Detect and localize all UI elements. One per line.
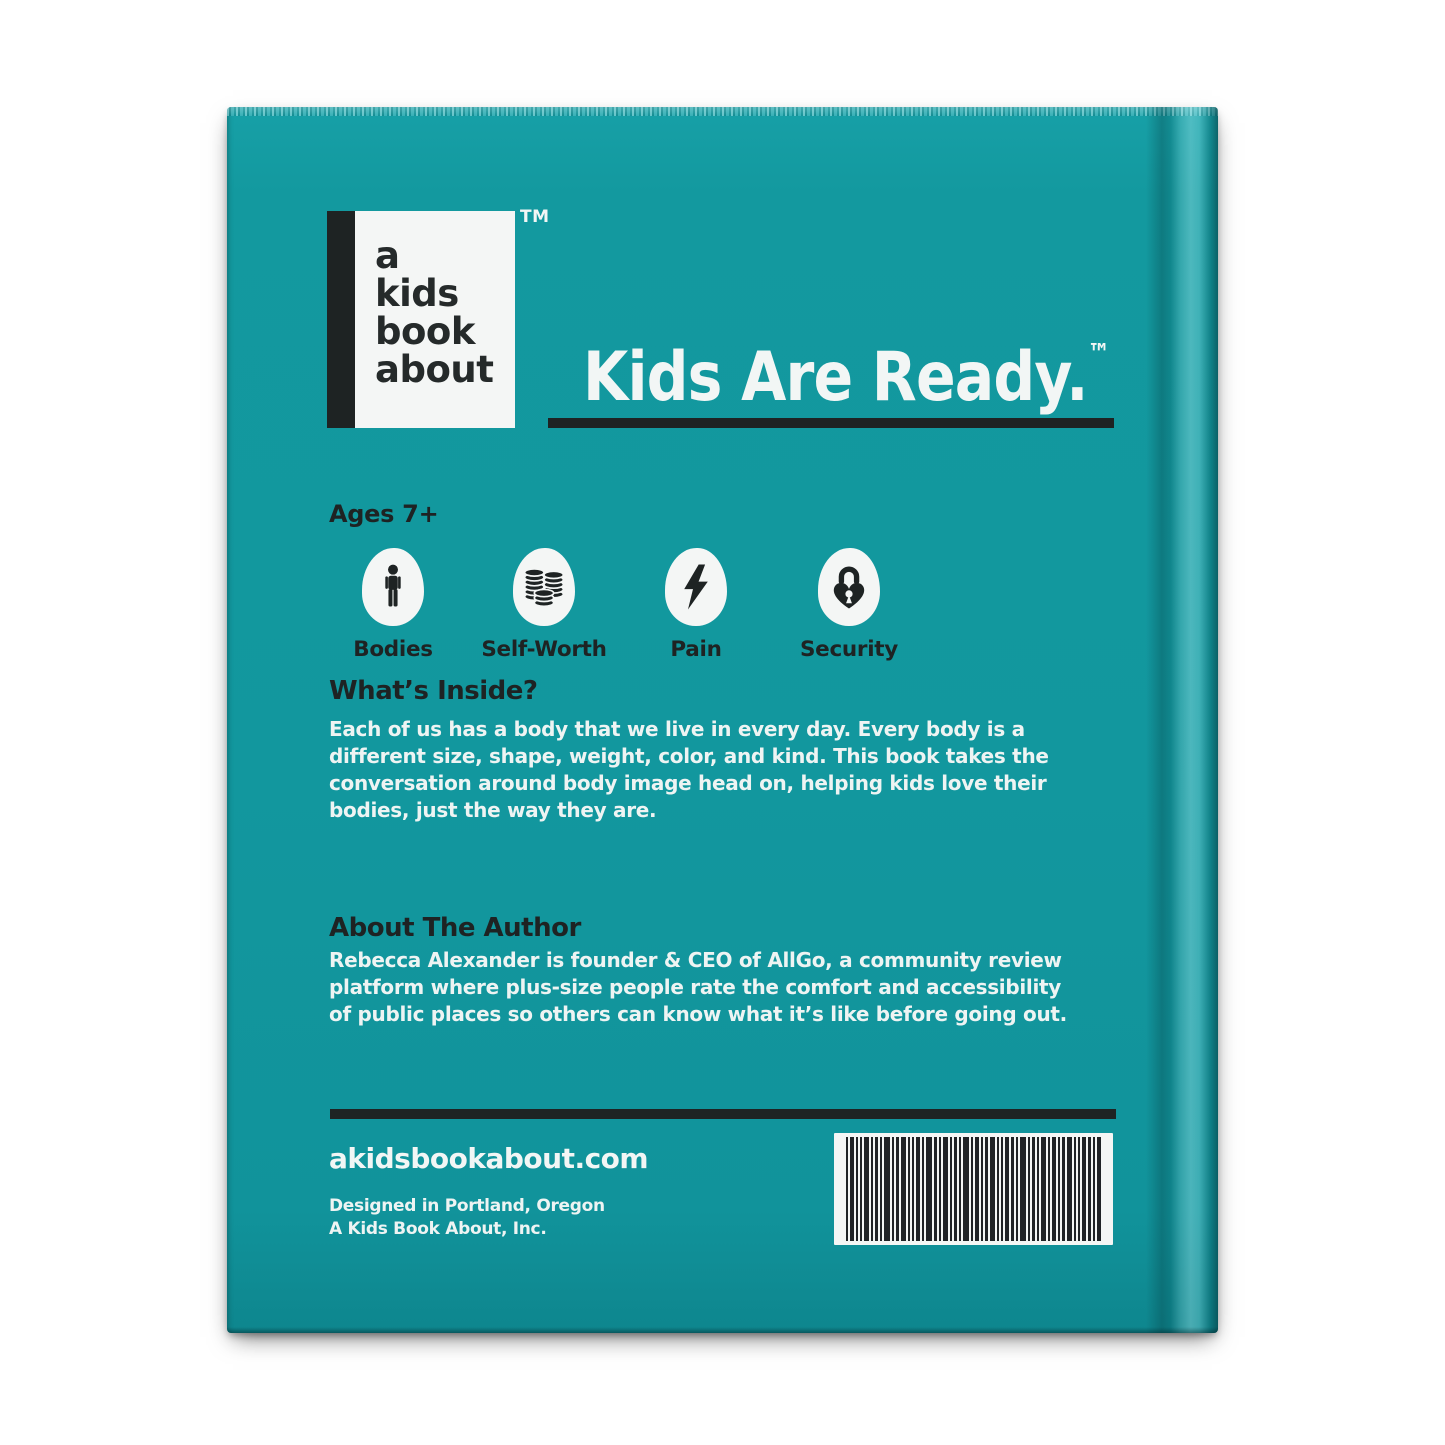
logo-wordmark [375, 234, 494, 391]
paragraph-line: conversation around body image head on, helping kids love their [329, 771, 1047, 795]
company-line: A Kids Book About, Inc. [329, 1219, 547, 1239]
topic-label: Self-Worth [481, 637, 607, 662]
about-author-heading: About The Author [329, 913, 581, 943]
logo-word: a [375, 234, 400, 277]
heart-padlock-icon [828, 564, 870, 611]
publisher-website: akidsbookabout.com [329, 1142, 649, 1175]
paragraph-line: Rebecca Alexander is founder & CEO of AllGo, a community review [329, 948, 1062, 972]
about-author-paragraph [329, 947, 1067, 1028]
paragraph-line: different size, shape, weight, color, and kind. This book takes the [329, 744, 1049, 768]
title-underline-rule [548, 418, 1114, 428]
book-back-cover [227, 107, 1218, 1333]
book-title: Kids Are Ready.™ [583, 338, 1110, 417]
topic-security [774, 548, 924, 662]
lightning-bolt-icon [681, 563, 711, 611]
footer-rule [330, 1109, 1116, 1119]
title-trademark-symbol: ™ [1087, 339, 1110, 369]
logo-trademark-symbol: TM [520, 207, 550, 227]
topic-label: Security [800, 637, 898, 662]
barcode-bars [834, 1133, 1113, 1245]
icon-blob [818, 548, 880, 626]
logo-spine-bar [327, 211, 355, 428]
coin-stacks-icon [522, 564, 566, 610]
topic-bodies [318, 548, 468, 662]
topic-label: Bodies [353, 637, 433, 662]
designed-in-line: Designed in Portland, Oregon [329, 1196, 605, 1216]
age-recommendation: Ages 7+ [329, 500, 439, 528]
book-top-page-edge [227, 107, 1218, 116]
a-kids-book-about-logo [327, 211, 515, 428]
paragraph-line: of public places so others can know what it’s like before going out. [329, 1002, 1067, 1026]
paragraph-line: bodies, just the way they are. [329, 798, 657, 822]
paragraph-line: platform where plus-size people rate the comfort and accessibility [329, 975, 1062, 999]
book-bottom-edge [227, 1327, 1218, 1333]
paragraph-line: Each of us has a body that we live in every day. Every body is a [329, 717, 1025, 741]
publisher-address [329, 1195, 605, 1241]
logo-word: about [375, 348, 494, 391]
whats-inside-heading: What’s Inside? [329, 676, 538, 706]
icon-blob [665, 548, 727, 626]
icon-blob [362, 548, 424, 626]
whats-inside-paragraph [329, 716, 1049, 824]
topic-self-worth [469, 548, 619, 662]
logo-word: kids [375, 272, 459, 315]
logo-word: book [375, 310, 475, 353]
book-spine-fold [1146, 107, 1218, 1333]
topic-label: Pain [670, 637, 722, 662]
topic-pain [621, 548, 771, 662]
barcode [834, 1133, 1113, 1245]
icon-blob [513, 548, 575, 626]
person-icon [380, 564, 406, 610]
